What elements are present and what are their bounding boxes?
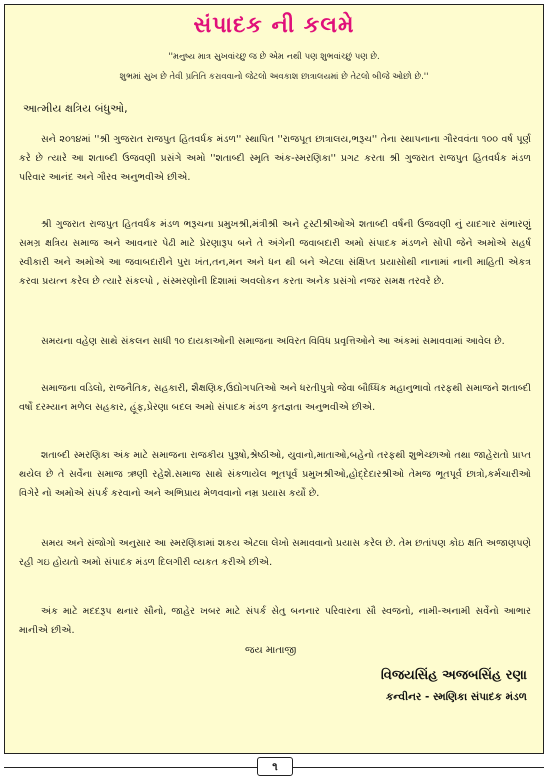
paragraph-4: સમાજના વડિલો, રાજનૈતિક, સહકારી, શૈક્ષણિક,ઉદ્યોગપતિઓ અને ધરતીપુત્રો જેવા બૌધ્ધિક મહાનુભાવો તરફથી સમાજને શતાબ્દી વર્ષો દરમ્યાન મળેલ સહકાર, હૂંફ,પ્રેરણા બદલ અમો સંપાદક મંડળ કૃતજ્ઞતા અનુભવીએ છીએ. — [19, 383, 531, 413]
page-number: ૧ — [257, 757, 293, 776]
paragraph-3: સમયના વહેણ સાથે સંકલન સાધી ૧૦ દાયકાઓની સમાજના અવિરત વિવિધ પ્રવૃત્તિઓને આ અંકમાં સમાવવામાં આવેલ છે. — [41, 336, 505, 347]
paragraph-6: સમય અને સંજોગો અનુસાર આ સ્મરણિકામાં શકય એટલા લેખો સમાવવાનો પ્રયાસ કરેલ છે. તેમ છતાંપણ કોઇ ક્ષતિ અજાણપણે રહી ગઇ હોયતો અમો સંપાદક મંડળ દિલગીરી વ્યકત કરીએ છીએ. — [19, 538, 531, 568]
paragraph-1: સને ૨૦૧૪માં ''શ્રી ગુજરાત રાજપુત હિતવર્ધક મંડળ'' સ્થાપિત ''રાજપૂત છાત્રાલય,ભરૂચ'' તેના સ્થાપનાના ગૌરવવંતા ૧૦૦ વર્ષ પૂર્ણ કરે છે ત્યારે આ શતાબ્દી ઉજવણી પ્રસંગે અમો ''શતાબ્દી સ્મૃતિ અંક-સ્મરણિકા'' પ્રગટ કરતા શ્રી ગુજરાત રાજપુત હિતવર્ધક મંડળ પરિવાર આનંદ અને ગૌરવ અનુભવીએ છીએ. — [19, 134, 531, 183]
signer-name: વિજયસિંહ અજબસિંહ રણા — [380, 668, 527, 683]
quote-line-2: શુભમાં સુખ છે તેવી પ્રતિતિ કરાવવાનો જેટલો અવકાશ છાત્રાલયમાં છે તેટલો બીજે ઓછો છે.'' — [119, 72, 429, 82]
greeting: આત્મીય ક્ષત્રિય બંધુઓ, — [23, 102, 128, 115]
paragraph-7: અંક માટે મદદરૂપ થનાર સૌનો, જાહેર ખબર માટે સંપર્ક સેતુ બનનાર પરિવારના સૌ સ્વજનો, નામી-અનામી સર્વેનો આભાર માનીએ છીએ. — [19, 606, 531, 636]
paragraph-5: શતાબ્દી સ્મરણિકા અંક માટે સમાજના રાજકીય પુરૂષો,શ્રેષ્ઠીઓ, યુવાનો,માતાઓ,બહેનો તરફથી શુભેચ્છાઓ તથા જાહેરાતો પ્રાપ્ત થયેલ છે તે સર્વેના સમાજ ઋણી રહેશે.સમાજ સાથે સંકળાયેલ ભૂતપૂર્વ પ્રમુખશ્રીઓ,હોદ્દેદારશ્રીઓ તેમજ ભૂતપૂર્વ છાત્રો,કર્મચારીઓ વિગેરે નો અમોએ સંપર્ક કરવાનો અને અભિપ્રાય મેળવવાનો નમ્ર પ્રયાસ કર્યો છે. — [19, 450, 531, 499]
closing-salutation: જય માતાજી — [245, 645, 297, 656]
page-title: સંપાદક ની કલમે — [193, 13, 355, 38]
signer-role: કન્વીનર - સ્મણિકા સંપાદક મંડળ — [385, 691, 527, 703]
editorial-page — [4, 4, 544, 754]
paragraph-2: શ્રી ગુજરાત રાજપુત હિતવર્ધક મંડળ ભરૂચના પ્રમુખશ્રી,મંત્રીશ્રી અને ટ્રસ્ટીશ્રીઓએ શતાબ્દી વર્ષની ઉજવણી નું યાદગાર સંભારણું સમગ્ર ક્ષત્રિય સમાજ અને આવનાર પેઢી માટે પ્રેરણારૂપ બને તે અંગેની જવાબદારી અમો સંપાદક મંડળને સોંપી જેને અમોએ સહર્ષ સ્વીકારી અને અમોએ આ જવાબદારીને પુરા ખંત,તન,મન અને ધન થી બને એટલા સંક્ષિપ્ત પ્રયાસોથી નાનામાં નાની માહિતી એકત્ર કરવા પ્રયત્ન કરેલ છે ત્યારે સંકલ્પો , સંસ્મરણોની દિશામાં અવલોકન કરતા અનેક પ્રસંગો નજર સમક્ષ તરવરે છે. — [19, 219, 531, 287]
quote-line-1: ''મનુષ્ય માત્ર સુખવાંચ્છુ જ છે એમ નથી પણ શુભવાંચ્છું પણ છે. — [168, 52, 380, 62]
